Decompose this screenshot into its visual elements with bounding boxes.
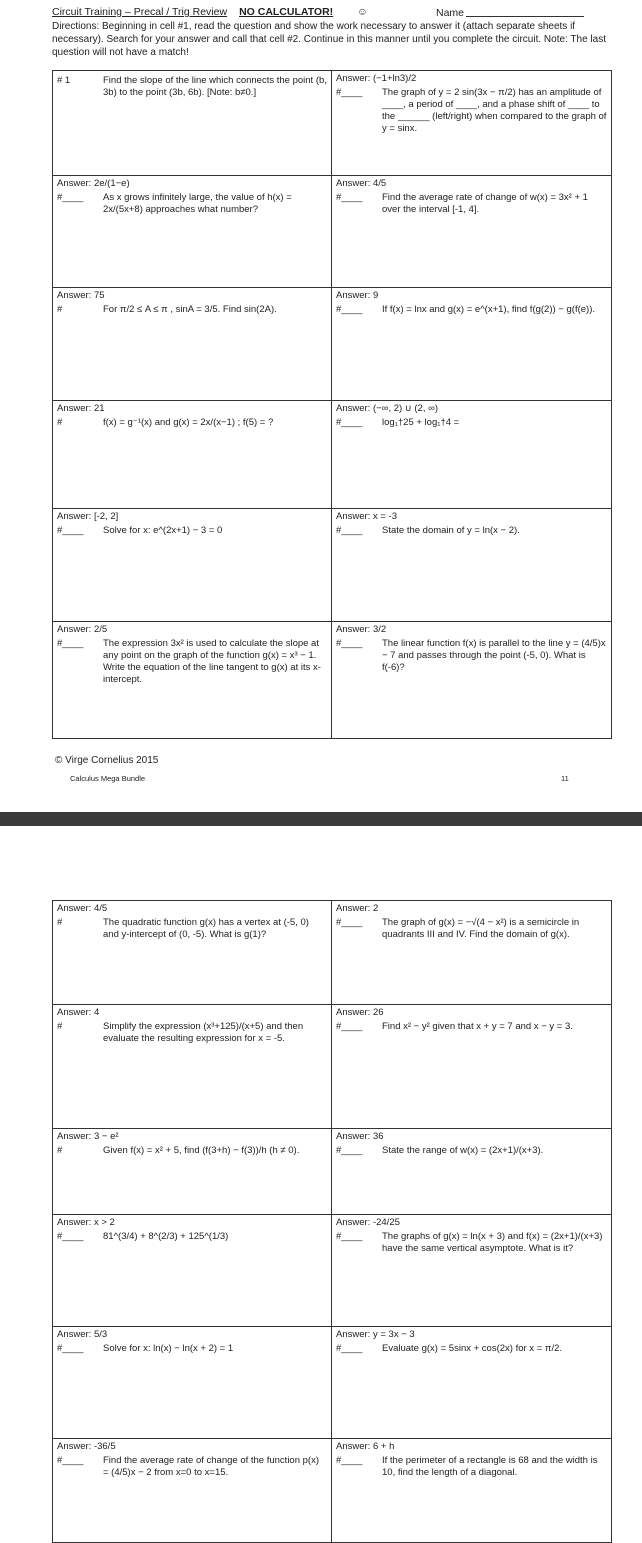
- cell-question: Simplify the expression (x³+125)/(x+5) and then evaluate the resulting expression for x = -5.: [103, 1021, 304, 1044]
- circuit-cell: [332, 622, 611, 738]
- cell-question: The graphs of g(x) = ln(x + 3) and f(x) = (2x+1)/(x+3) have the same vertical asymptote. What is it?: [382, 1231, 603, 1254]
- copyright: © Virge Cornelius 2015: [55, 755, 159, 766]
- question-line: [336, 1343, 607, 1355]
- cell-answer: Answer: 5/3: [57, 1329, 108, 1340]
- question-line: [57, 1455, 327, 1479]
- circuit-cell: [53, 1327, 332, 1438]
- circuit-row: [53, 175, 611, 287]
- cell-number[interactable]: #____: [336, 1231, 363, 1242]
- cell-number[interactable]: #____: [336, 917, 363, 928]
- cell-number[interactable]: #: [57, 304, 63, 315]
- circuit-cell: [53, 71, 332, 175]
- cell-question: The graph of g(x) = −√(4 − x²) is a semicircle in quadrants III and IV. Find the domain of g(x).: [382, 917, 580, 940]
- circuit-cell: [53, 401, 332, 508]
- question-line: [57, 417, 327, 429]
- cell-question: If f(x) = lnx and g(x) = e^(x+1), find f(g(2)) − g(f(e)).: [382, 304, 595, 315]
- cell-answer: Answer: y = 3x − 3: [336, 1329, 415, 1340]
- cell-number[interactable]: #____: [336, 525, 363, 536]
- circuit-cell: [332, 401, 611, 508]
- cell-number[interactable]: #____: [336, 304, 363, 315]
- question-line: [336, 638, 607, 674]
- question-line: [57, 304, 327, 316]
- circuit-cell: [53, 509, 332, 621]
- cell-number[interactable]: #____: [57, 525, 84, 536]
- question-line: [57, 1021, 327, 1045]
- cell-question: If the perimeter of a rectangle is 68 and the width is 10, find the length of a diagonal.: [382, 1455, 598, 1478]
- circuit-row: [53, 71, 611, 175]
- circuit-row: [53, 1326, 611, 1438]
- cell-answer: Answer: (−∞, 2) ∪ (2, ∞): [336, 403, 439, 414]
- cell-answer: Answer: 21: [57, 403, 105, 414]
- circuit-row: [53, 508, 611, 621]
- circuit-row: [53, 287, 611, 400]
- cell-question: Find the slope of the line which connects the point (b, 3b) to the point (3b, 6b). [Note: b≠0.]: [103, 75, 327, 98]
- circuit-cell: [332, 901, 611, 1004]
- cell-answer: Answer: -36/5: [57, 1441, 116, 1452]
- question-line: [57, 1231, 327, 1243]
- circuit-cell: [53, 901, 332, 1004]
- cell-answer: Answer: 2: [336, 903, 379, 914]
- cell-answer: Answer: 2e/(1−e): [57, 178, 130, 189]
- cell-question: The graph of y = 2 sin(3x − π/2) has an amplitude of ____, a period of ____, and a phase shift of ____ to the ______ (left/right) when compared to the graph of y = sinx.: [382, 87, 607, 134]
- cell-number[interactable]: #____: [336, 1021, 363, 1032]
- cell-number[interactable]: #: [57, 1021, 63, 1032]
- cell-number[interactable]: # 1: [57, 75, 71, 86]
- cell-answer: Answer: 4: [57, 1007, 100, 1018]
- cell-question: Solve for x: e^(2x+1) − 3 = 0: [103, 525, 223, 536]
- cell-question: Solve for x: ln(x) − ln(x + 2) = 1: [103, 1343, 234, 1354]
- cell-answer: Answer: 26: [336, 1007, 384, 1018]
- circuit-row: [53, 400, 611, 508]
- cell-question: f(x) = g⁻¹(x) and g(x) = 2x/(x−1) ; f(5) = ?: [103, 417, 274, 428]
- worksheet-title: Circuit Training – Precal / Trig Review: [52, 6, 228, 18]
- question-line: [336, 87, 607, 135]
- circuit-row: [53, 1004, 611, 1128]
- cell-number[interactable]: #____: [57, 1231, 84, 1242]
- circuit-row: [53, 621, 611, 738]
- cell-number[interactable]: #: [57, 1145, 63, 1156]
- cell-answer: Answer: x = -3: [336, 511, 397, 522]
- cell-answer: Answer: 2/5: [57, 624, 108, 635]
- cell-question: 81^(3/4) + 8^(2/3) + 125^(1/3): [103, 1231, 229, 1242]
- page2-grid: [52, 900, 612, 1543]
- question-line: [336, 192, 607, 216]
- question-line: [57, 192, 327, 216]
- circuit-cell: [332, 509, 611, 621]
- cell-question: As x grows infinitely large, the value of h(x) = 2x/(5x+8) approaches what number?: [103, 192, 292, 215]
- directions: Directions: Beginning in cell #1, read the question and show the work necessary to answer it (attach separate sheets if necessary). Search for your answer and call that cell #2. Continue in this manner until you complete the circuit. Note: The last question will not have a match!: [52, 21, 606, 58]
- circuit-cell: [332, 1215, 611, 1326]
- circuit-cell: [332, 1439, 611, 1542]
- name-label: Name: [436, 7, 465, 19]
- circuit-cell: [53, 288, 332, 400]
- circuit-cell: [53, 176, 332, 287]
- cell-answer: Answer: -24/25: [336, 1217, 400, 1228]
- circuit-cell: [53, 1129, 332, 1214]
- circuit-row: [53, 1214, 611, 1326]
- question-line: [336, 304, 607, 316]
- cell-number[interactable]: #____: [336, 192, 363, 203]
- cell-number[interactable]: #____: [336, 417, 363, 428]
- cell-number[interactable]: #____: [336, 638, 363, 649]
- circuit-cell: [332, 1129, 611, 1214]
- circuit-cell: [53, 1439, 332, 1542]
- cell-number[interactable]: #____: [57, 1455, 84, 1466]
- cell-question: log₁†25 + log₁†4 =: [382, 417, 460, 428]
- circuit-row: [53, 1438, 611, 1542]
- circuit-cell: [332, 288, 611, 400]
- question-line: [336, 417, 607, 429]
- cell-answer: Answer: 75: [57, 290, 105, 301]
- page1-grid: [52, 70, 612, 739]
- cell-question: Find the average rate of change of w(x) = 3x² + 1 over the interval [-1, 4].: [382, 192, 588, 215]
- question-line: [57, 75, 327, 99]
- title-line: [52, 6, 612, 19]
- cell-question: Given f(x) = x² + 5, find (f(3+h) − f(3))/h (h ≠ 0).: [103, 1145, 300, 1156]
- worksheet-header: [52, 6, 612, 59]
- cell-number[interactable]: #____: [336, 1145, 363, 1156]
- cell-question: Evaluate g(x) = 5sinx + cos(2x) for x = π/2.: [382, 1343, 563, 1354]
- question-line: [57, 525, 327, 537]
- cell-question: Find the average rate of change of the function p(x) = (4/5)x − 2 from x=0 to x=15.: [103, 1455, 319, 1478]
- cell-answer: Answer: 6 + h: [336, 1441, 395, 1452]
- circuit-cell: [332, 71, 611, 175]
- circuit-cell: [332, 1327, 611, 1438]
- cell-answer: Answer: (−1+ln3)/2: [336, 73, 417, 84]
- cell-question: For π/2 ≤ A ≤ π , sinA = 3/5. Find sin(2A).: [103, 304, 277, 315]
- question-line: [57, 1343, 327, 1355]
- circuit-cell: [53, 1005, 332, 1128]
- cell-number[interactable]: #____: [57, 638, 84, 649]
- question-line: [336, 525, 607, 537]
- cell-number[interactable]: #____: [57, 192, 84, 203]
- circuit-row: [53, 1128, 611, 1214]
- cell-answer: Answer: x > 2: [57, 1217, 115, 1228]
- cell-question: The quadratic function g(x) has a vertex at (-5, 0) and y-intercept of (0, -5). What is g(1)?: [103, 917, 309, 940]
- circuit-cell: [332, 176, 611, 287]
- page-separator: [0, 812, 642, 826]
- question-line: [336, 1021, 607, 1033]
- name-field[interactable]: [436, 6, 584, 20]
- smiley-icon: ☺: [357, 6, 368, 18]
- cell-answer: Answer: 4/5: [336, 178, 387, 189]
- page-number: 11: [561, 774, 569, 783]
- question-line: [336, 1455, 607, 1479]
- cell-answer: Answer: 9: [336, 290, 379, 301]
- question-line: [57, 917, 327, 941]
- cell-answer: Answer: 3 − e²: [57, 1131, 119, 1142]
- cell-question: State the range of w(x) = (2x+1)/(x+3).: [382, 1145, 544, 1156]
- question-line: [57, 1145, 327, 1157]
- cell-number[interactable]: #____: [57, 1343, 84, 1354]
- cell-number[interactable]: #: [57, 917, 63, 928]
- name-line: [466, 6, 584, 17]
- cell-question: The linear function f(x) is parallel to the line y = (4/5)x − 7 and passes through the point (-5, 0). What is f(-6)?: [382, 638, 606, 673]
- cell-number[interactable]: #____: [336, 1343, 363, 1354]
- question-line: [336, 1231, 607, 1255]
- cell-answer: Answer: 36: [336, 1131, 384, 1142]
- bundle-label: Calculus Mega Bundle: [70, 774, 146, 783]
- cell-number[interactable]: #____: [336, 87, 363, 98]
- question-line: [336, 1145, 607, 1157]
- circuit-row: [53, 901, 611, 1004]
- cell-question: State the domain of y = ln(x − 2).: [382, 525, 520, 536]
- cell-answer: Answer: 3/2: [336, 624, 387, 635]
- cell-answer: Answer: 4/5: [57, 903, 108, 914]
- cell-number[interactable]: #: [57, 417, 63, 428]
- cell-question: Find x² − y² given that x + y = 7 and x − y = 3.: [382, 1021, 573, 1032]
- circuit-cell: [332, 1005, 611, 1128]
- cell-question: The expression 3x² is used to calculate the slope at any point on the graph of the function g(x) = x³ − 1. Write the equation of the line tangent to g(x) at its x-intercept.: [103, 638, 321, 685]
- question-line: [336, 917, 607, 941]
- cell-number[interactable]: #____: [336, 1455, 363, 1466]
- circuit-cell: [53, 1215, 332, 1326]
- circuit-cell: [53, 622, 332, 738]
- no-calculator-label: NO CALCULATOR!: [239, 6, 334, 18]
- cell-answer: Answer: [-2, 2]: [57, 511, 119, 522]
- question-line: [57, 638, 327, 686]
